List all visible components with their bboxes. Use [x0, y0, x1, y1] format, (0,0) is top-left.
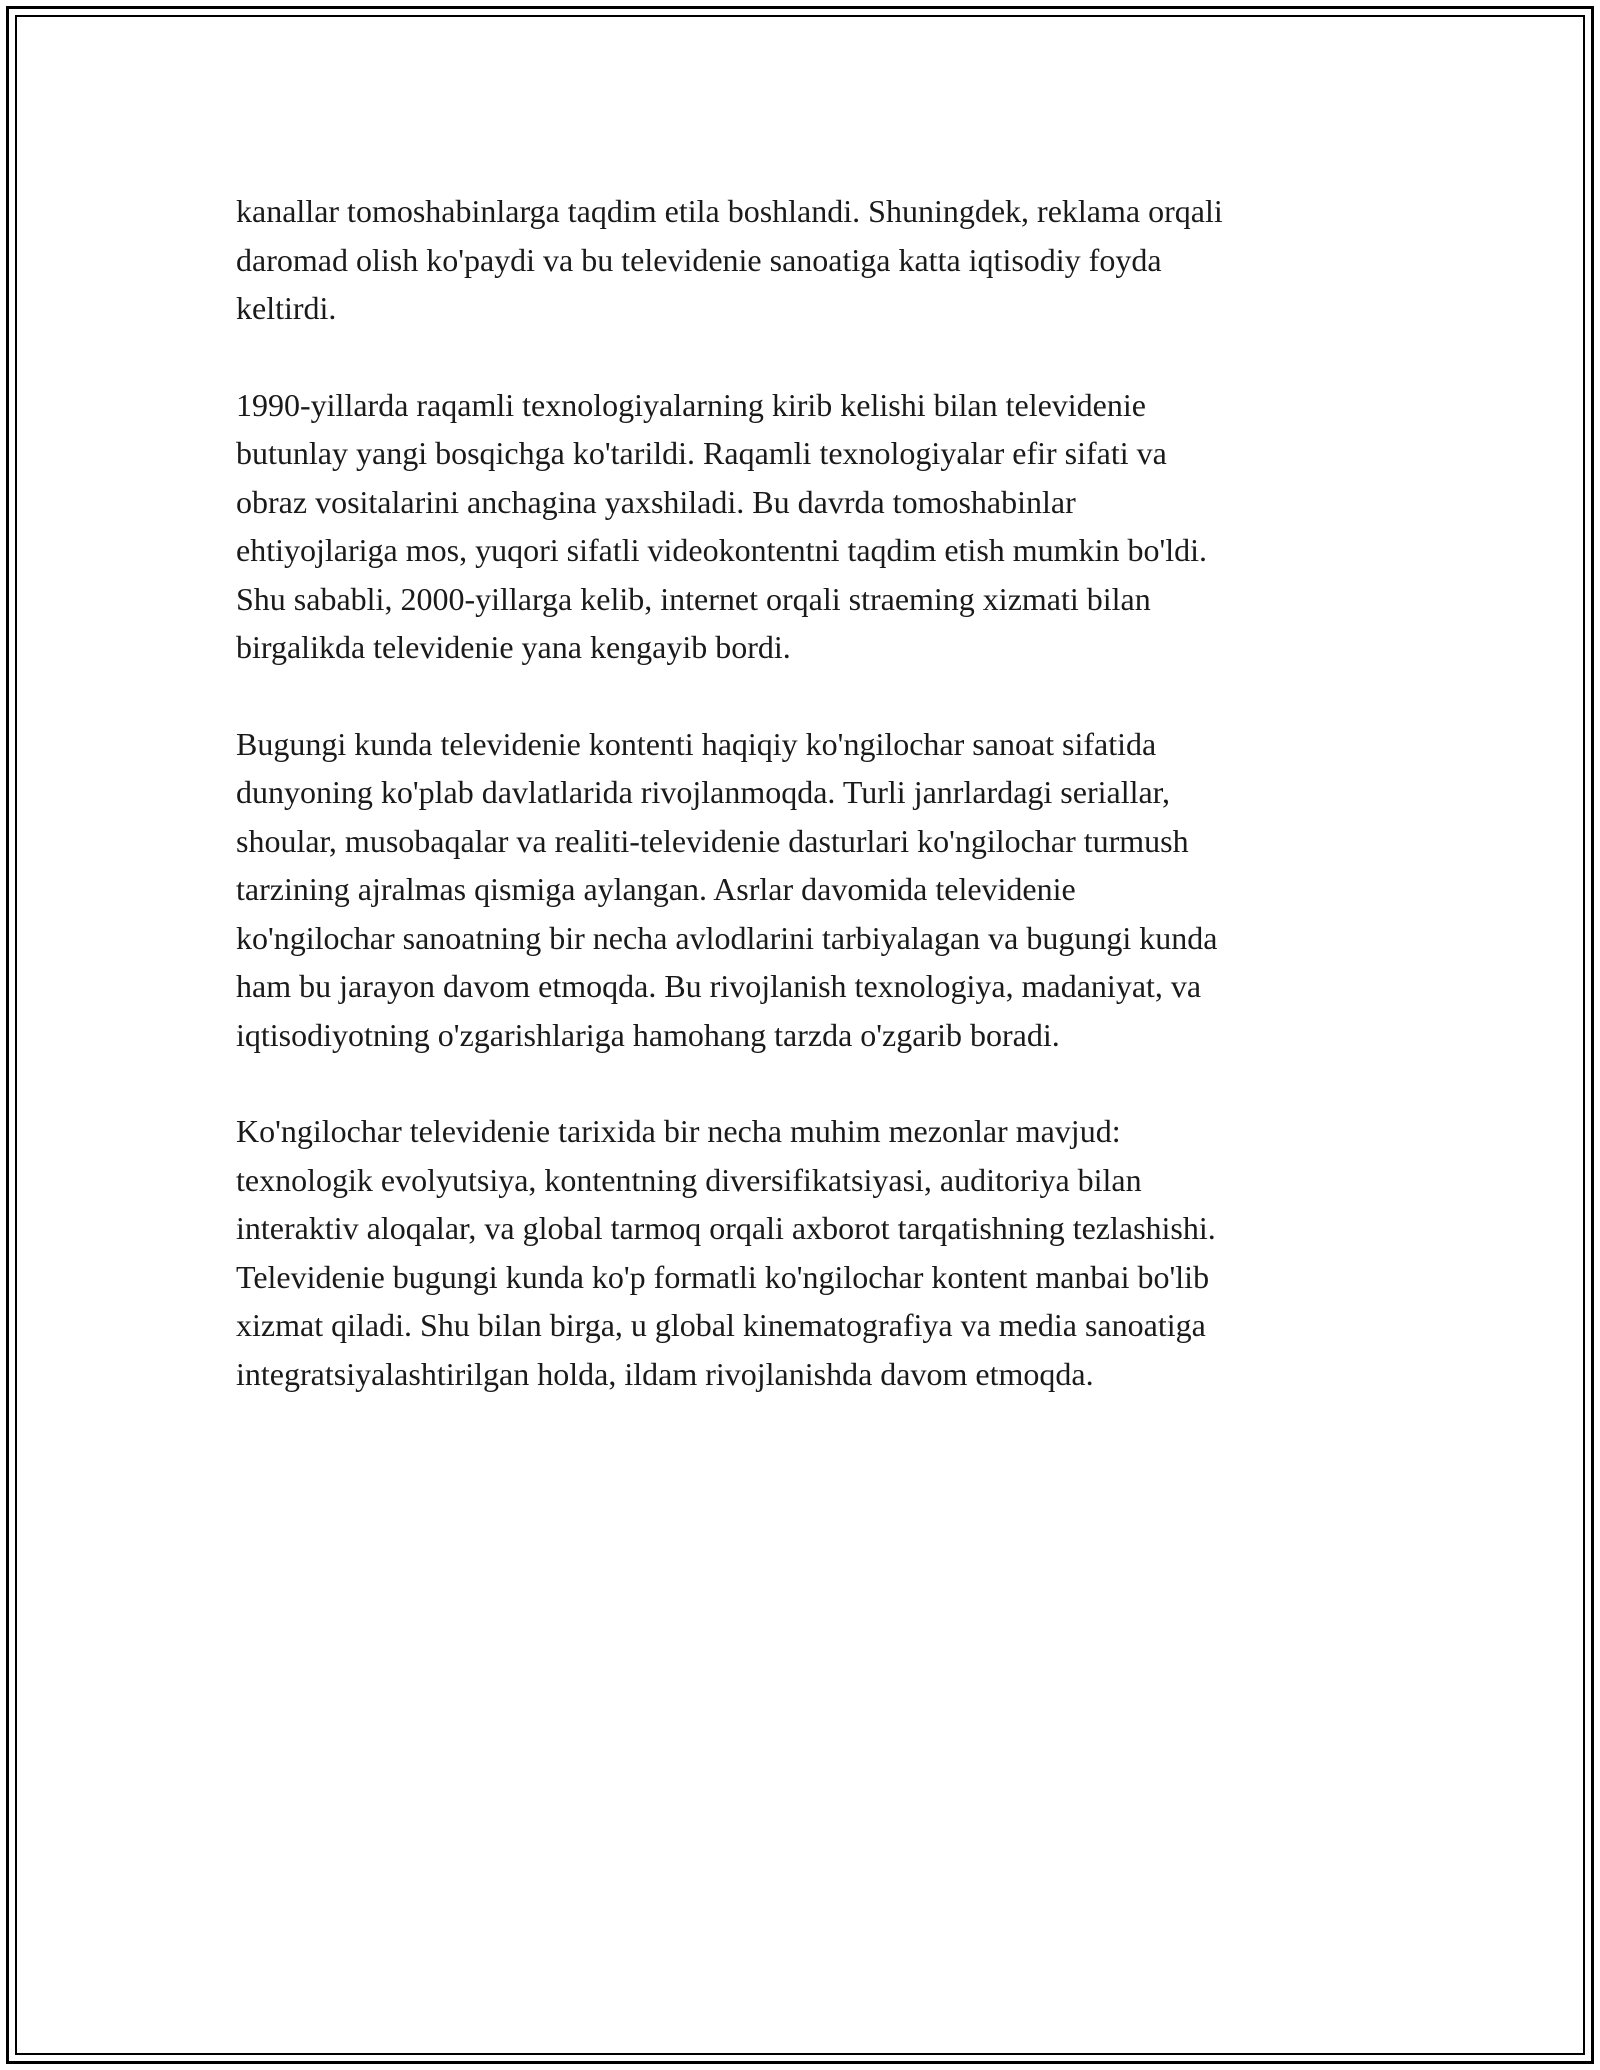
paragraph-2: [236, 381, 1376, 672]
text-line: Televidenie bugungi kunda ko'p formatli ko'ngilochar kontent manbai bo'lib: [236, 1258, 1210, 1295]
text-line: ko'ngilochar sanoatning bir necha avlodlarini tarbiyalagan va bugungi kunda: [236, 919, 1218, 956]
text-line: texnologik evolyutsiya, kontentning diversifikatsiyasi, auditoriya bilan: [236, 1161, 1142, 1198]
text-line: birgalikda televidenie yana kengayib bordi.: [236, 629, 791, 665]
text-line: daromad olish ko'paydi va bu televidenie sanoatiga katta iqtisodiy foyda: [236, 241, 1162, 278]
text-line: keltirdi.: [236, 290, 337, 326]
text-line: Shu sababli, 2000-yillarga kelib, internet orqali straeming xizmati bilan: [236, 580, 1151, 617]
text-line: iqtisodiyotning o'zgarishlariga hamohang tarzda o'zgarib boradi.: [236, 1016, 1060, 1053]
text-line: interaktiv aloqalar, va global tarmoq orqali axborot tarqatishning tezlashishi.: [236, 1210, 1216, 1246]
text-line: kanallar tomoshabinlarga taqdim etila boshlandi. Shuningdek, reklama orqali: [236, 193, 1223, 229]
paragraph-3: [236, 720, 1376, 1060]
text-line: Ko'ngilochar televidenie tarixida bir necha muhim mezonlar mavjud:: [236, 1113, 1121, 1149]
page-body: [236, 187, 1376, 1446]
text-line: shoular, musobaqalar va realiti-televidenie dasturlari ko'ngilochar turmush: [236, 822, 1189, 859]
text-line: ehtiyojlariga mos, yuqori sifatli videokontentni taqdim etish mumkin bo'ldi.: [236, 532, 1207, 568]
text-line: butunlay yangi bosqichga ko'tarildi. Raqamli texnologiyalar efir sifati va: [236, 435, 1167, 471]
text-line: tarzining ajralmas qismiga aylangan. Asrlar davomida televidenie: [236, 871, 1076, 907]
text-line: ham bu jarayon davom etmoqda. Bu rivojlanish texnologiya, madaniyat, va: [236, 968, 1202, 1004]
paragraph-1: [236, 187, 1376, 333]
paragraph-4: [236, 1107, 1376, 1398]
text-line: xizmat qiladi. Shu bilan birga, u global kinematografiya va media sanoatiga: [236, 1307, 1206, 1343]
text-line: dunyoning ko'plab davlatlarida rivojlanmoqda. Turli janrlardagi seriallar,: [236, 774, 1171, 810]
text-line: 1990-yillarda raqamli texnologiyalarning kirib kelishi bilan televidenie: [236, 386, 1146, 423]
text-line: obraz vositalarini anchagina yaxshiladi. Bu davrda tomoshabinlar: [236, 483, 1076, 520]
text-line: integratsiyalashtirilgan holda, ildam rivojlanishda davom etmoqda.: [236, 1355, 1094, 1392]
text-line: Bugungi kunda televidenie kontenti haqiqiy ko'ngilochar sanoat sifatida: [236, 725, 1157, 762]
